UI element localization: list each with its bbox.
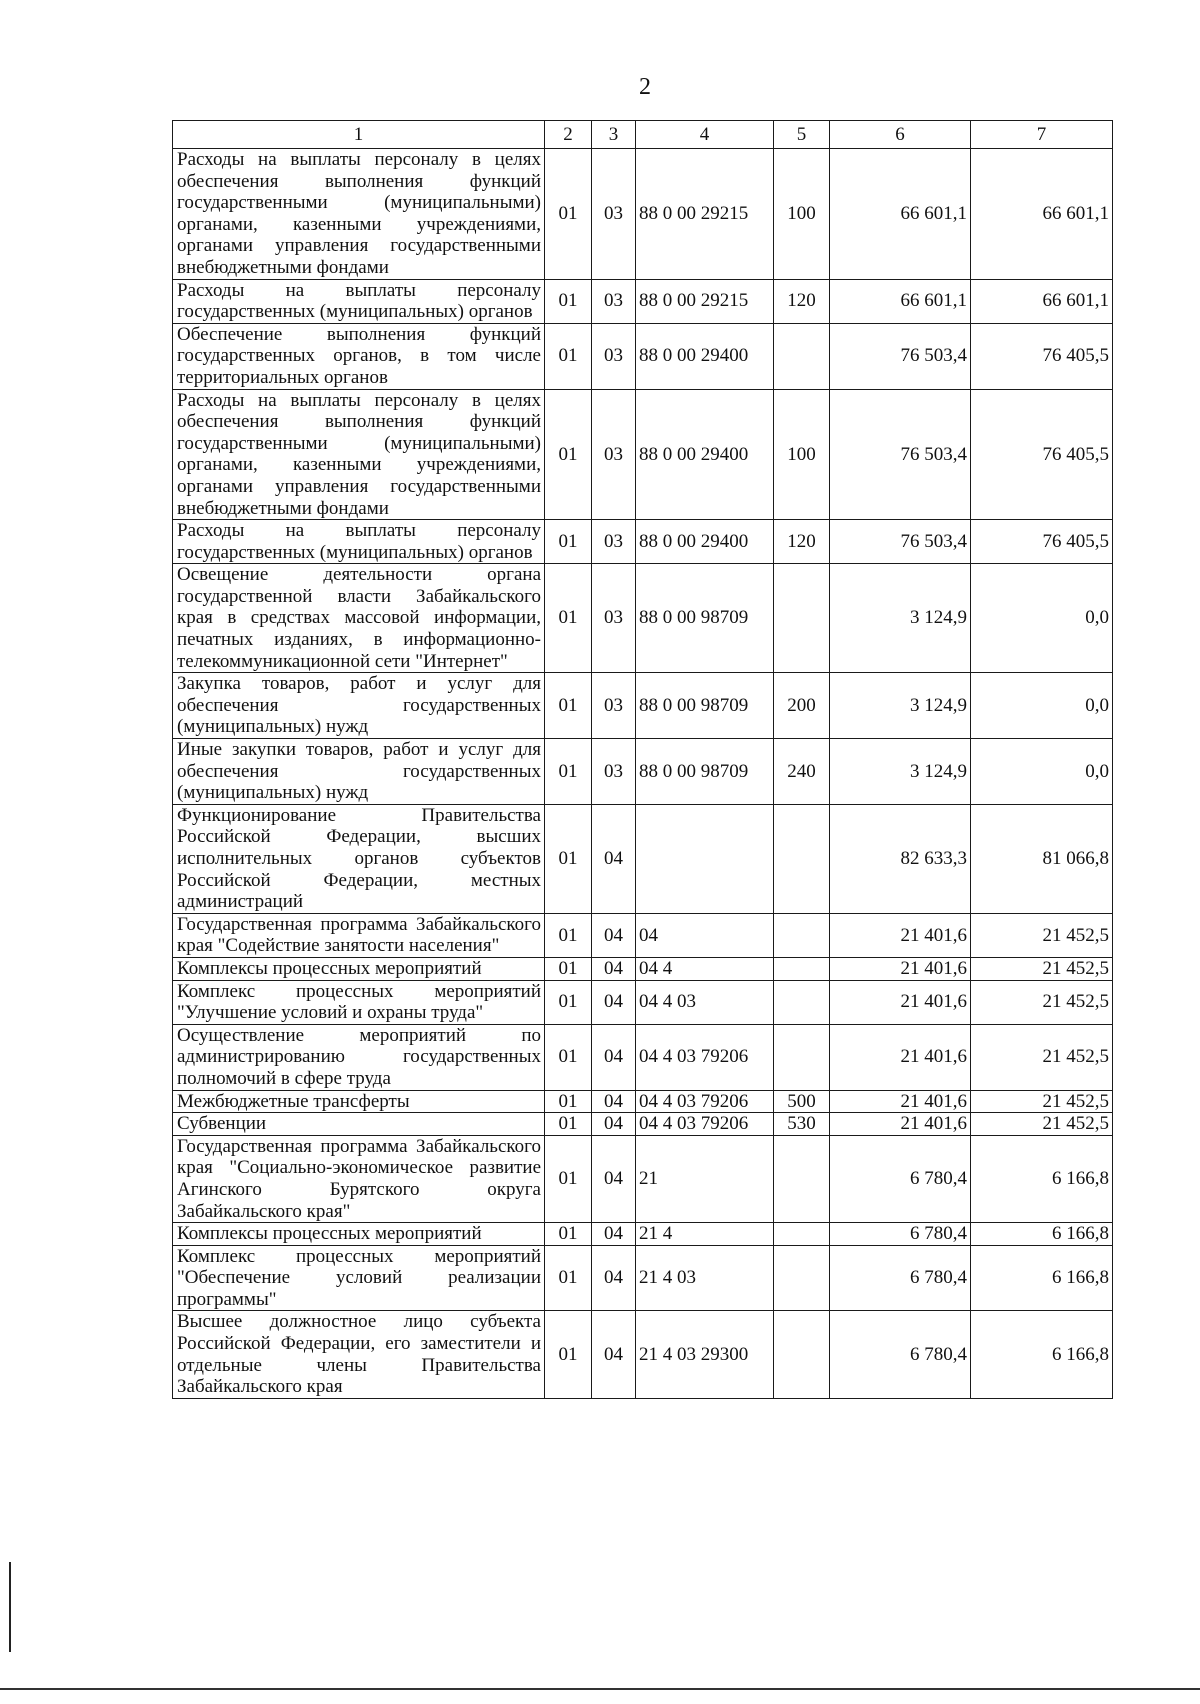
cell-expense-type: [774, 1245, 830, 1311]
cell-subsection: 03: [592, 520, 636, 564]
cell-subsection: 04: [592, 913, 636, 957]
cell-name: Иные закупки товаров, работ и услуг для обеспечения государственных (муниципальных) нужд: [173, 739, 545, 805]
cell-name: Комплекс процессных мероприятий "Обеспечение условий реализации программы": [173, 1245, 545, 1311]
cell-name: Расходы на выплаты персоналу в целях обеспечения выполнения функций государственными (муниципальными) органами, казенными учреждениями, органами управления государственными внебюджетными фондами: [173, 389, 545, 520]
cell-subsection: 04: [592, 1024, 636, 1090]
cell-target-code: 21 4: [636, 1223, 774, 1246]
header-col-2: 2: [545, 121, 592, 149]
table-body: [173, 149, 1113, 1399]
cell-name: Субвенции: [173, 1113, 545, 1136]
cell-expense-type: [774, 980, 830, 1024]
cell-expense-type: [774, 1223, 830, 1246]
cell-amount-col6: 21 401,6: [830, 913, 971, 957]
cell-section: 01: [545, 1311, 592, 1398]
cell-subsection: 04: [592, 804, 636, 913]
cell-section: 01: [545, 957, 592, 980]
cell-section: 01: [545, 1024, 592, 1090]
cell-subsection: 04: [592, 1223, 636, 1246]
cell-target-code: 88 0 00 29400: [636, 389, 774, 520]
table-row: [173, 323, 1113, 389]
cell-section: 01: [545, 564, 592, 673]
cell-expense-type: [774, 323, 830, 389]
cell-amount-col6: 76 503,4: [830, 520, 971, 564]
header-col-4: 4: [636, 121, 774, 149]
header-col-5: 5: [774, 121, 830, 149]
cell-target-code: 04 4 03: [636, 980, 774, 1024]
cell-expense-type: [774, 957, 830, 980]
cell-target-code: 88 0 00 29215: [636, 279, 774, 323]
table-row: [173, 1135, 1113, 1222]
table-row: [173, 913, 1113, 957]
cell-amount-col7: 0,0: [971, 673, 1113, 739]
cell-amount-col7: 21 452,5: [971, 1024, 1113, 1090]
cell-target-code: 04 4 03 79206: [636, 1090, 774, 1113]
page-bottom-rule: [0, 1688, 1200, 1690]
cell-target-code: 04 4 03 79206: [636, 1113, 774, 1136]
cell-expense-type: 200: [774, 673, 830, 739]
cell-name: Осуществление мероприятий по администрированию государственных полномочий в сфере труда: [173, 1024, 545, 1090]
cell-subsection: 03: [592, 149, 636, 280]
header-col-6: 6: [830, 121, 971, 149]
cell-expense-type: [774, 1311, 830, 1398]
table-row: [173, 673, 1113, 739]
cell-expense-type: [774, 564, 830, 673]
cell-target-code: 04 4 03 79206: [636, 1024, 774, 1090]
cell-amount-col7: 21 452,5: [971, 957, 1113, 980]
cell-subsection: 04: [592, 1245, 636, 1311]
cell-amount-col7: 76 405,5: [971, 520, 1113, 564]
cell-amount-col7: 76 405,5: [971, 389, 1113, 520]
cell-amount-col7: 0,0: [971, 564, 1113, 673]
table-row: [173, 739, 1113, 805]
table-row: [173, 804, 1113, 913]
cell-name: Расходы на выплаты персоналу в целях обеспечения выполнения функций государственными (муниципальными) органами, казенными учреждениями, органами управления государственными внебюджетными фондами: [173, 149, 545, 280]
cell-amount-col6: 21 401,6: [830, 1113, 971, 1136]
cell-subsection: 04: [592, 957, 636, 980]
cell-section: 01: [545, 739, 592, 805]
cell-target-code: 04: [636, 913, 774, 957]
cell-amount-col6: 76 503,4: [830, 389, 971, 520]
page-number: 2: [639, 74, 651, 100]
cell-name: Закупка товаров, работ и услуг для обеспечения государственных (муниципальных) нужд: [173, 673, 545, 739]
cell-expense-type: 530: [774, 1113, 830, 1136]
cell-target-code: 88 0 00 98709: [636, 564, 774, 673]
cell-target-code: 88 0 00 98709: [636, 673, 774, 739]
table-row: [173, 564, 1113, 673]
cell-subsection: 03: [592, 323, 636, 389]
cell-amount-col6: 21 401,6: [830, 1024, 971, 1090]
cell-name: Расходы на выплаты персоналу государственных (муниципальных) органов: [173, 520, 545, 564]
cell-expense-type: 240: [774, 739, 830, 805]
cell-expense-type: 100: [774, 149, 830, 280]
cell-name: Межбюджетные трансферты: [173, 1090, 545, 1113]
cell-amount-col6: 6 780,4: [830, 1311, 971, 1398]
cell-amount-col6: 82 633,3: [830, 804, 971, 913]
cell-expense-type: [774, 1024, 830, 1090]
cell-target-code: 21 4 03 29300: [636, 1311, 774, 1398]
cell-subsection: 04: [592, 980, 636, 1024]
cell-expense-type: 500: [774, 1090, 830, 1113]
cell-amount-col6: 21 401,6: [830, 1090, 971, 1113]
cell-expense-type: [774, 1135, 830, 1222]
cell-section: 01: [545, 980, 592, 1024]
cell-amount-col7: 21 452,5: [971, 980, 1113, 1024]
table-row: [173, 1223, 1113, 1246]
cell-name: Высшее должностное лицо субъекта Российской Федерации, его заместители и отдельные члены Правительства Забайкальского края: [173, 1311, 545, 1398]
cell-amount-col7: 76 405,5: [971, 323, 1113, 389]
cell-section: 01: [545, 1090, 592, 1113]
cell-name: Освещение деятельности органа государственной власти Забайкальского края в средствах массовой информации, печатных изданиях, в информационно-телекоммуникационной сети "Интернет": [173, 564, 545, 673]
cell-section: 01: [545, 673, 592, 739]
cell-amount-col6: 6 780,4: [830, 1245, 971, 1311]
table-row: [173, 1311, 1113, 1398]
left-margin-mark: [9, 1562, 11, 1652]
cell-amount-col7: 6 166,8: [971, 1311, 1113, 1398]
cell-expense-type: 100: [774, 389, 830, 520]
cell-target-code: 88 0 00 29400: [636, 520, 774, 564]
cell-name: Государственная программа Забайкальского края "Содействие занятости населения": [173, 913, 545, 957]
cell-section: 01: [545, 149, 592, 280]
cell-amount-col6: 21 401,6: [830, 957, 971, 980]
cell-subsection: 03: [592, 279, 636, 323]
table-row: [173, 1245, 1113, 1311]
cell-name: Обеспечение выполнения функций государственных органов, в том числе территориальных органов: [173, 323, 545, 389]
table-row: [173, 520, 1113, 564]
cell-subsection: 03: [592, 673, 636, 739]
cell-amount-col6: 6 780,4: [830, 1223, 971, 1246]
cell-subsection: 03: [592, 739, 636, 805]
table-row: [173, 389, 1113, 520]
cell-amount-col6: 3 124,9: [830, 673, 971, 739]
cell-expense-type: [774, 913, 830, 957]
cell-target-code: 88 0 00 29400: [636, 323, 774, 389]
cell-amount-col6: 6 780,4: [830, 1135, 971, 1222]
table-row: [173, 149, 1113, 280]
cell-amount-col6: 21 401,6: [830, 980, 971, 1024]
table-row: [173, 279, 1113, 323]
table-row: [173, 1113, 1113, 1136]
cell-target-code: 88 0 00 98709: [636, 739, 774, 805]
cell-amount-col6: 3 124,9: [830, 564, 971, 673]
cell-amount-col7: 6 166,8: [971, 1245, 1113, 1311]
cell-name: Комплексы процессных мероприятий: [173, 1223, 545, 1246]
cell-amount-col7: 66 601,1: [971, 149, 1113, 280]
cell-target-code: 21 4 03: [636, 1245, 774, 1311]
cell-section: 01: [545, 913, 592, 957]
cell-name: Функционирование Правительства Российской Федерации, высших исполнительных органов субъектов Российской Федерации, местных администраций: [173, 804, 545, 913]
header-row: [173, 121, 1113, 149]
cell-expense-type: [774, 804, 830, 913]
cell-expense-type: 120: [774, 520, 830, 564]
cell-section: 01: [545, 804, 592, 913]
cell-amount-col7: 21 452,5: [971, 1113, 1113, 1136]
cell-target-code: 88 0 00 29215: [636, 149, 774, 280]
cell-subsection: 04: [592, 1135, 636, 1222]
table-row: [173, 980, 1113, 1024]
header-col-7: 7: [971, 121, 1113, 149]
cell-expense-type: 120: [774, 279, 830, 323]
cell-amount-col7: 66 601,1: [971, 279, 1113, 323]
cell-section: 01: [545, 279, 592, 323]
cell-subsection: 04: [592, 1113, 636, 1136]
cell-amount-col7: 81 066,8: [971, 804, 1113, 913]
cell-section: 01: [545, 1245, 592, 1311]
cell-target-code: 21: [636, 1135, 774, 1222]
header-col-1: 1: [173, 121, 545, 149]
budget-table: [172, 120, 1113, 1399]
cell-target-code: [636, 804, 774, 913]
cell-amount-col6: 3 124,9: [830, 739, 971, 805]
table-row: [173, 1090, 1113, 1113]
cell-amount-col6: 76 503,4: [830, 323, 971, 389]
cell-amount-col7: 6 166,8: [971, 1223, 1113, 1246]
cell-section: 01: [545, 1113, 592, 1136]
cell-amount-col7: 6 166,8: [971, 1135, 1113, 1222]
cell-name: Расходы на выплаты персоналу государственных (муниципальных) органов: [173, 279, 545, 323]
cell-target-code: 04 4: [636, 957, 774, 980]
cell-amount-col7: 0,0: [971, 739, 1113, 805]
table-row: [173, 1024, 1113, 1090]
cell-subsection: 04: [592, 1311, 636, 1398]
cell-name: Государственная программа Забайкальского края "Социально-экономическое развитие Агинского Бурятского округа Забайкальского края": [173, 1135, 545, 1222]
cell-amount-col6: 66 601,1: [830, 149, 971, 280]
cell-name: Комплекс процессных мероприятий "Улучшение условий и охраны труда": [173, 980, 545, 1024]
cell-name: Комплексы процессных мероприятий: [173, 957, 545, 980]
cell-subsection: 04: [592, 1090, 636, 1113]
cell-section: 01: [545, 1223, 592, 1246]
cell-subsection: 03: [592, 389, 636, 520]
cell-section: 01: [545, 1135, 592, 1222]
header-col-3: 3: [592, 121, 636, 149]
cell-subsection: 03: [592, 564, 636, 673]
cell-amount-col7: 21 452,5: [971, 1090, 1113, 1113]
cell-section: 01: [545, 520, 592, 564]
cell-amount-col7: 21 452,5: [971, 913, 1113, 957]
cell-section: 01: [545, 389, 592, 520]
cell-amount-col6: 66 601,1: [830, 279, 971, 323]
cell-section: 01: [545, 323, 592, 389]
table-row: [173, 957, 1113, 980]
